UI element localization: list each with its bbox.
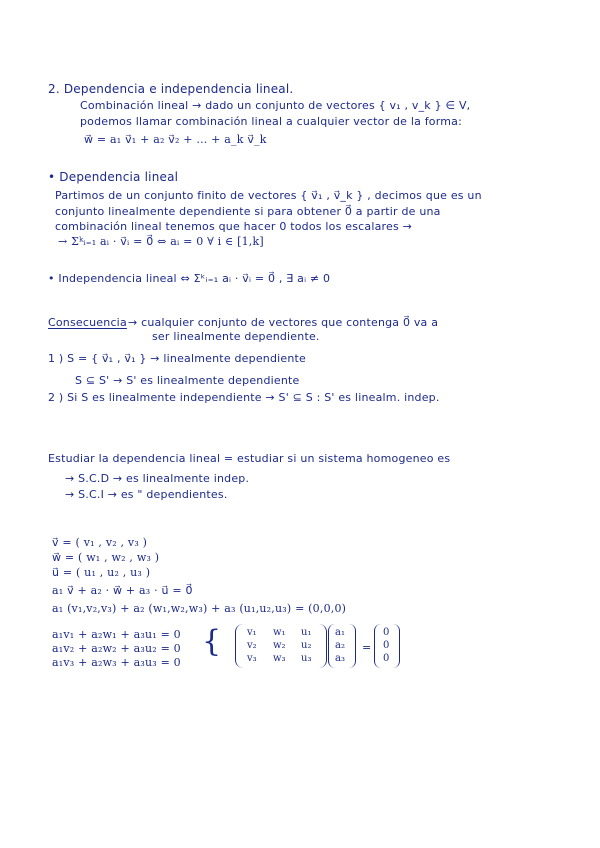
consequence-item-1b: S ⊆ S' → S' es linealmente dependiente xyxy=(75,374,300,387)
consequence-line-2: ser linealmente dependiente. xyxy=(152,330,320,343)
section-title: 2. Dependencia e independencia lineal. xyxy=(48,82,294,96)
matrix-cell: v₁ xyxy=(247,627,257,638)
coefficient-matrix xyxy=(235,624,327,670)
dependence-line-2: conjunto linealmente dependiente si para obtener 0⃗ a partir de una xyxy=(55,205,441,218)
matrix-cell: u₁ xyxy=(301,627,312,638)
vector-cell: 0 xyxy=(383,627,390,638)
combination-line-2: podemos llamar combinación lineal a cualquier vector de la forma: xyxy=(80,115,463,128)
system-equation-3: a₁v₃ + a₂w₃ + a₃u₃ = 0 xyxy=(52,656,181,669)
vector-u-definition: u⃗ = ( u₁ , u₂ , u₃ ) xyxy=(52,566,151,579)
expanded-equation: a₁ (v₁,v₂,v₃) + a₂ (w₁,w₂,w₃) + a₃ (u₁,u₂,u₃) = (0,0,0) xyxy=(52,602,347,615)
vector-v-definition: v⃗ = ( v₁ , v₂ , v₃ ) xyxy=(52,536,148,549)
study-scd: → S.C.D → es linealmente indep. xyxy=(65,472,250,485)
system-equation-2: a₁v₂ + a₂w₂ + a₃u₂ = 0 xyxy=(52,642,181,655)
vector-cell: a₂ xyxy=(335,640,345,651)
zero-vector xyxy=(374,624,400,670)
vector-cell: a₃ xyxy=(335,653,345,664)
system-equation-1: a₁v₁ + a₂w₁ + a₃u₁ = 0 xyxy=(52,628,181,641)
matrix-cell: w₂ xyxy=(273,640,286,651)
consequence-item-2: 2 ) Si S es linealmente independiente → S' ⊆ S : S' es linealm. indep. xyxy=(48,391,440,404)
matrix-equals-sign: = xyxy=(362,641,372,654)
consequence-label: Consecuencia xyxy=(48,316,127,329)
matrix-cell: u₂ xyxy=(301,640,312,651)
matrix-cell: u₃ xyxy=(301,653,312,664)
vector-cell: a₁ xyxy=(335,627,345,638)
consequence-line-1: → cualquier conjunto de vectores que contenga 0⃗ va a xyxy=(128,316,439,329)
study-line: Estudiar la dependencia lineal = estudiar si un sistema homogeneo es xyxy=(48,452,451,465)
matrix-cell: w₃ xyxy=(273,653,286,664)
independence-definition: • Independencia lineal ⇔ Σᵏᵢ₌₁ aᵢ · v⃗ᵢ = 0⃗ , ∃ aᵢ ≠ 0 xyxy=(48,272,331,285)
study-sci: → S.C.I → es " dependientes. xyxy=(65,488,228,501)
consequence-item-1: 1 ) S = { v⃗₁ , v⃗₁ } → linealmente dependiente xyxy=(48,352,307,365)
combination-line-1: Combinación lineal → dado un conjunto de vectores { v₁ , v_k } ∈ V, xyxy=(80,99,471,112)
dependence-formula: → Σᵏᵢ₌₁ aᵢ · v⃗ᵢ = 0⃗ ⇔ aᵢ = 0 ∀ i ∈ [1,k] xyxy=(58,235,264,248)
dependence-title: • Dependencia lineal xyxy=(48,170,179,184)
system-brace: { xyxy=(202,624,222,659)
combination-formula: w⃗ = a₁ v⃗₁ + a₂ v⃗₂ + ... + a_k v⃗_k xyxy=(84,133,267,146)
combination-equation: a₁ v⃗ + a₂ · w⃗ + a₃ · u⃗ = 0⃗ xyxy=(52,584,193,597)
vector-w-definition: w⃗ = ( w₁ , w₂ , w₃ ) xyxy=(52,551,160,564)
matrix-cell: v₂ xyxy=(247,640,257,651)
matrix-cell: w₁ xyxy=(273,627,286,638)
unknowns-vector xyxy=(328,624,356,670)
dependence-line-3: combinación lineal tenemos que hacer 0 todos los escalares → xyxy=(55,220,413,233)
matrix-cell: v₃ xyxy=(247,653,257,664)
dependence-line-1: Partimos de un conjunto finito de vectores { v⃗₁ , v⃗_k } , decimos que es un xyxy=(55,189,482,202)
vector-cell: 0 xyxy=(383,640,390,651)
vector-cell: 0 xyxy=(383,653,390,664)
